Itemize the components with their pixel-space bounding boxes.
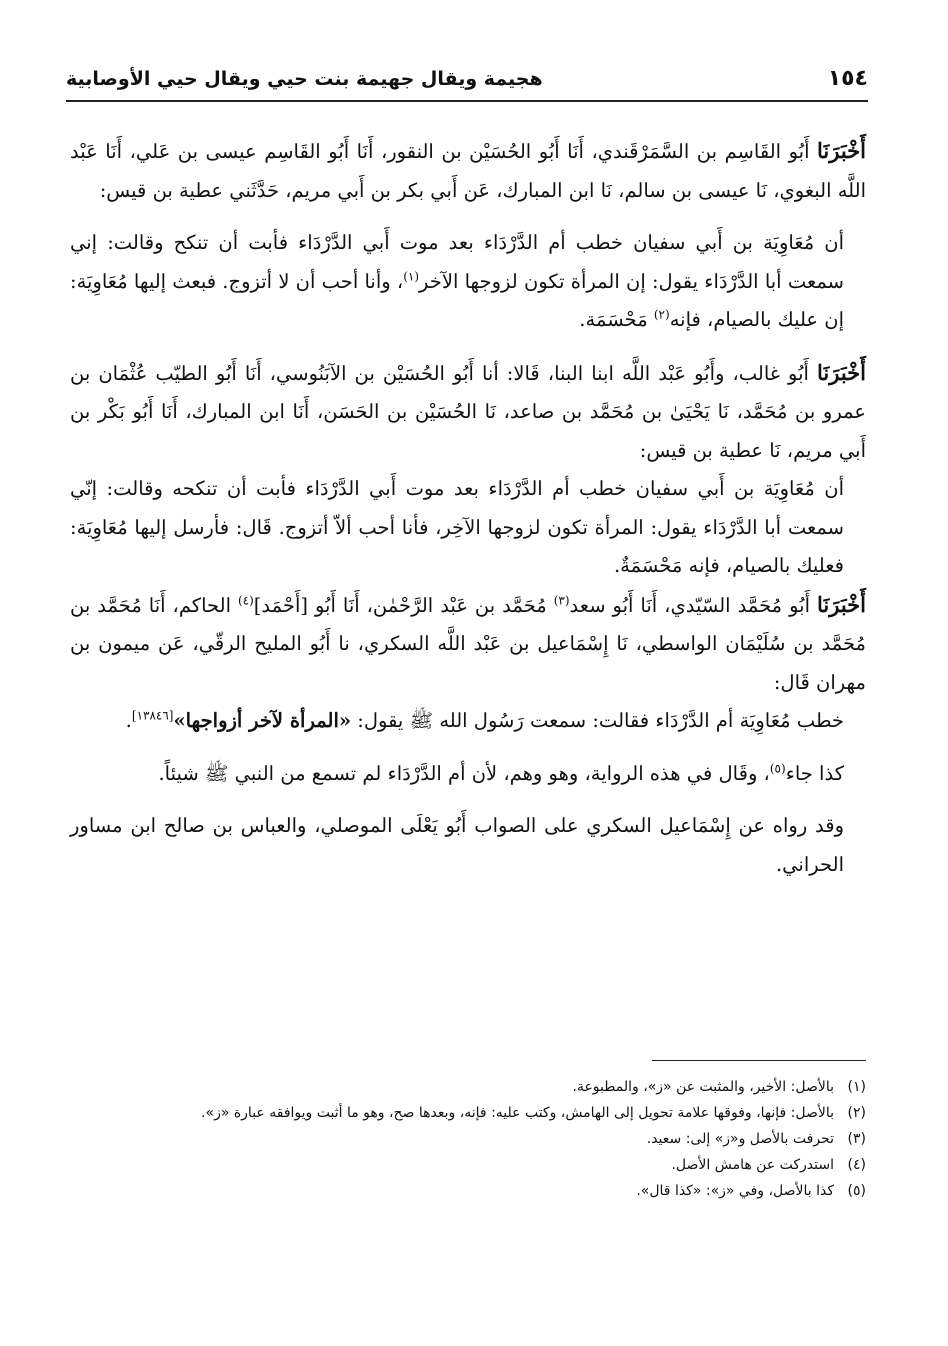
footnote-number: (١): [847, 1079, 866, 1095]
paragraph: [70, 586, 866, 703]
paragraph-text: .: [125, 709, 132, 732]
hadith-number: [١٣٨٤٦]: [131, 708, 174, 723]
paragraph-text: ، وقَال في هذه الرواية، وهو وهم، لأن أم الدَّرْدَاء لم تسمع من النبي ﷺ شيئاً.: [158, 761, 770, 785]
paragraph-text: الحاكم، أَنَا مُحَمَّد بن مُحَمَّد بن سُلَيْمَان الواسطي، نَا إِسْمَاعيل بن عَبْد اللَّه السكري، نا أَبُو المليح الرقّي، عَن ميمون بن مهران قَال:: [70, 593, 866, 694]
isnad-lead: أَخْبَرَنَا: [817, 138, 866, 163]
footnote-text: استدركت عن هامش الأصل.: [671, 1157, 834, 1173]
footnote-ref[interactable]: (٢): [653, 307, 670, 322]
paragraph-text: أَبُو القَاسِم بن السَّمَرْقَندي، أَنَا أَبُو الحُسَيْن بن النقور، أَنَا أَبُو القَاسِم عيسى بن عَلي، أَنَا عَبْد اللَّه البغوي، نَا عيسى بن سالم، نَا ابن المبارك، عَن أَبي بكر بن أَبي مريم، حَدَّثَني عطية بن قيس:: [70, 140, 866, 202]
footnote-separator: [652, 1060, 866, 1061]
isnad-lead: أَخْبَرَنَا: [817, 591, 866, 617]
paragraph: [70, 702, 866, 741]
paragraph-text: مَحْسَمَة.: [579, 308, 654, 331]
running-title: هجيمة ويقال جهيمة بنت حيي ويقال حيي الأوصابية: [66, 68, 543, 90]
footnote: [70, 1178, 866, 1204]
paragraph: [70, 354, 866, 471]
paragraph-text: كذا جاء: [785, 761, 844, 785]
paragraph-text: أن مُعَاوِيَة بن أَبي سفيان خطب أم الدَّرْدَاء بعد موت أَبي الدَّرْدَاء فأبت أن تنكحه وقالت: إنّي سمعت أبا الدَّرْدَاء يقول: المرأة تكون لزوجها الآخِر، فأنا أحب ألاّ أتزوج. قَال: فأرسل إليها مُعَاوِيَة: فعليك بالصيام، فإنه مَحْسَمَةٌ.: [70, 477, 844, 577]
paragraph: [70, 224, 866, 340]
footnote-number: (٤): [847, 1157, 866, 1173]
footnote: [70, 1126, 866, 1152]
paragraph-text: أَبُو غالب، وأَبُو عَبْد اللَّه ابنا البنا، قَالا: أنا أَبُو الحُسَيْن بن الآبَنُوسي، أَنَا أَبُو الطيّب عُثْمَان بن عمرو بن مُحَمَّد، نَا يَحْيَىٰ بن مُحَمَّد بن صاعد، نَا الحُسَيْن بن الحَسَن، أَنَا ابن المبارك، أَنَا أَبُو بَكْر بن أَبي مريم، نَا عطية بن قيس:: [70, 361, 866, 462]
footnote-number: (٥): [847, 1183, 866, 1199]
paragraph-text: أَبُو مُحَمَّد السّيّدي، أَنَا أَبُو سعد: [569, 593, 818, 617]
isnad-lead: أَخْبَرَنَا: [817, 359, 866, 385]
hadith-text: «المرأة لآخر أزواجها»: [173, 709, 352, 732]
footnote: [70, 1152, 866, 1178]
paragraph: [70, 755, 866, 794]
paragraph-text: مُحَمَّد بن عَبْد الرَّحْمٰن، أَنَا أَبُو [أَحْمَد]: [253, 593, 554, 617]
paragraph-text: خطب مُعَاوِيَة أم الدَّرْدَاء فقالت: سمعت رَسُول الله ﷺ يقول:: [351, 709, 844, 732]
footnote: [70, 1074, 866, 1100]
page-number: ١٥٤: [827, 66, 868, 91]
footnote-text: بالأصل: الأخير، والمثبت عن «ز»، والمطبوعة.: [572, 1079, 834, 1095]
paragraph-text: ، وأنا أحب أن لا أتزوج. فبعث إليها مُعَاوِيَة: إن عليك بالصيام، فإنه: [70, 269, 844, 331]
paragraph: [70, 470, 866, 586]
main-text: [70, 132, 866, 884]
paragraph-text: وقد رواه عن إِسْمَاعيل السكري على الصواب أَبُو يَعْلَى الموصلي، والعباس بن صالح ابن مساور الحراني.: [70, 814, 844, 876]
footnote-ref[interactable]: (٣): [553, 593, 570, 607]
footnote-ref[interactable]: (٤): [237, 593, 254, 607]
paragraph: [70, 807, 866, 884]
footnote-text: بالأصل: فإنها، وفوقها علامة تحويل إلى الهامش، وكتب عليه: فإنه، وبعدها صح، وهو ما أثبت ويوافقه عبارة «ز».: [201, 1105, 834, 1121]
footnotes: [70, 1074, 866, 1204]
footnote: [70, 1100, 866, 1126]
paragraph-text: أن مُعَاوِيَة بن أَبي سفيان خطب أم الدَّرْدَاء بعد موت أَبي الدَّرْدَاء فأبت أن تنكح وقالت: إني سمعت أبا الدَّرْدَاء يقول: إن المرأة تكون لزوجها الآخر: [70, 231, 844, 293]
footnote-number: (٣): [847, 1131, 866, 1147]
footnote-ref[interactable]: (١): [403, 269, 420, 283]
page-header: [66, 64, 868, 102]
paragraph: [70, 132, 866, 210]
footnote-number: (٢): [847, 1105, 866, 1121]
footnote-ref[interactable]: (٥): [769, 761, 786, 775]
footnote-text: كذا بالأصل، وفي «ز»: «كذا قال».: [636, 1183, 834, 1199]
footnote-text: تحرفت بالأصل و«ز» إلى: سعيد.: [646, 1131, 834, 1147]
